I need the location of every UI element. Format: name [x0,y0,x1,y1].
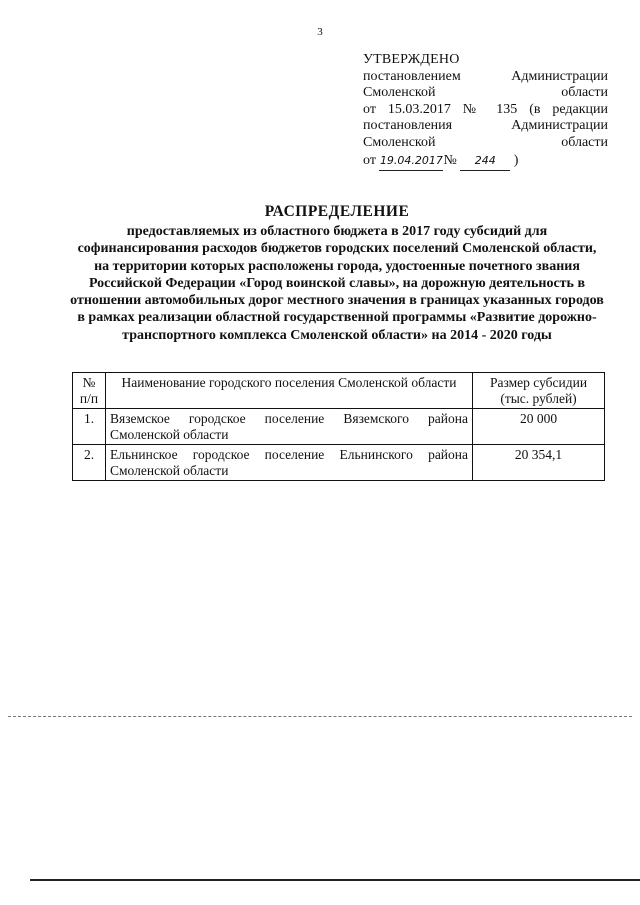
header-settlement: Наименование городского поселения Смоленской области [106,373,473,409]
approval-line-4 [363,118,608,135]
approval-title: УТВЕРЖДЕНО [363,52,460,67]
row-number: 2. [73,445,106,481]
approval-line-1 [363,69,608,86]
approval-text: Администрации [511,118,608,133]
approval-line-6 [363,153,608,171]
table-header-row [73,373,605,409]
document-heading [70,203,604,344]
header-number: № п/п [73,373,106,409]
scan-bottom-edge [30,879,640,881]
table-row [73,409,605,445]
document-title: РАСПРЕДЕЛЕНИЕ [264,203,410,220]
number-sign: № [443,153,457,168]
approval-text: постановления [363,118,453,133]
approval-text: ) [513,153,519,168]
header-amount: Размер субсидии (тыс. рублей) [473,373,605,409]
approval-text: Смоленской [363,134,436,150]
table-row [73,445,605,481]
approval-line-3: от 15.03.2017 № 135 (в редакции [363,101,608,117]
row-settlement: Вяземское городское поселение Вяземского района Смоленской области [106,409,473,445]
row-number: 1. [73,409,106,445]
approval-text: Администрации [511,68,608,84]
handwritten-date: 19.04.2017 [379,153,443,171]
page-number: 3 [317,26,323,38]
approval-text: области [561,85,608,100]
approval-line-5 [363,135,608,152]
handwritten-number: 244 [460,153,510,171]
row-settlement: Ельнинское городское поселение Ельнинского района Смоленской области [106,445,473,481]
approval-block [363,52,608,171]
approval-text: постановлением [363,68,461,84]
approval-text: от [363,153,376,168]
approval-text: Смоленской [363,85,436,100]
document-subtitle: предоставляемых из областного бюджета в 2017 году субсидий для софинансирования расходов бюджетов городских поселений Смоленской области, на территории которых расположены города, удостоенные почетного звания Российской Федерации «Город воинской славы», на дорожную деятельность в отношении автомобильных дорог местного значения в границах указанных городов в рамках реализации областной государственной программы «Развитие дорожно-транспортного комплекса Смоленской области» на 2014 - 2020 годы [70,224,604,343]
subsidy-table [72,372,605,481]
approval-text: области [561,134,608,150]
scan-dashed-line [8,716,632,717]
approval-line-2 [363,85,608,102]
row-amount: 20 354,1 [473,445,605,481]
row-amount: 20 000 [473,409,605,445]
